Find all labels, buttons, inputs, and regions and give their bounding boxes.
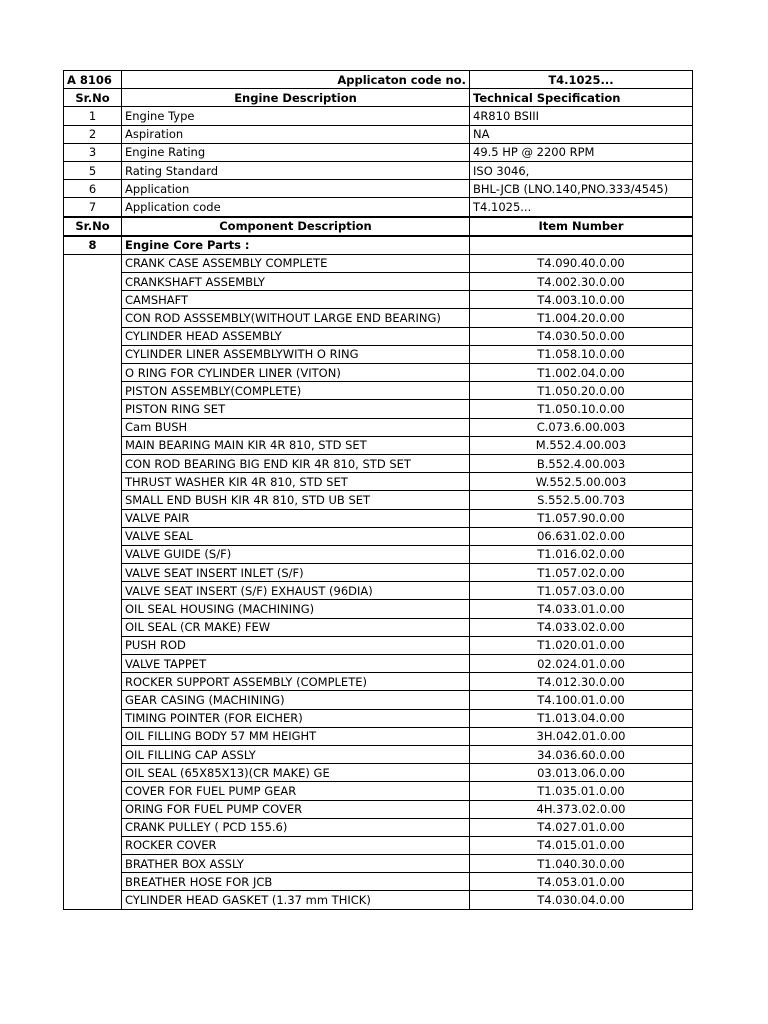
part-srno-empty xyxy=(64,582,122,600)
table-row xyxy=(64,818,693,836)
part-srno-empty xyxy=(64,309,122,327)
part-srno-empty xyxy=(64,600,122,618)
table-row xyxy=(64,291,693,309)
table-row xyxy=(64,855,693,873)
part-srno-empty xyxy=(64,454,122,472)
spec-value: 4R810 BSIII xyxy=(470,107,693,125)
table-row xyxy=(64,491,693,509)
part-srno-empty xyxy=(64,745,122,763)
table-row xyxy=(64,655,693,673)
part-item-number: T4.033.01.0.00 xyxy=(470,600,693,618)
section-row xyxy=(64,236,693,255)
part-srno-empty xyxy=(64,364,122,382)
part-description: ROCKER COVER xyxy=(122,836,470,854)
table-row xyxy=(64,273,693,291)
part-srno-empty xyxy=(64,618,122,636)
part-item-number: T1.057.03.0.00 xyxy=(470,582,693,600)
part-srno-empty xyxy=(64,782,122,800)
spec-value: ISO 3046, xyxy=(470,161,693,179)
part-description: CYLINDER HEAD ASSEMBLY xyxy=(122,327,470,345)
part-item-number: T4.053.01.0.00 xyxy=(470,873,693,891)
part-srno-empty xyxy=(64,673,122,691)
part-srno-empty xyxy=(64,273,122,291)
spec-srno: 6 xyxy=(64,180,122,198)
part-item-number: 03.013.06.0.00 xyxy=(470,764,693,782)
spec-srno: 5 xyxy=(64,161,122,179)
table-row xyxy=(64,327,693,345)
part-description: CRANK CASE ASSEMBLY COMPLETE xyxy=(122,254,470,272)
part-description: MAIN BEARING MAIN KIR 4R 810, STD SET xyxy=(122,436,470,454)
table-row xyxy=(64,382,693,400)
part-item-number: T4.012.30.0.00 xyxy=(470,673,693,691)
part-srno-empty xyxy=(64,491,122,509)
part-item-number: T4.003.10.0.00 xyxy=(470,291,693,309)
application-code-value: T4.1025... xyxy=(470,71,693,89)
part-description: BRATHER BOX ASSLY xyxy=(122,855,470,873)
table-row xyxy=(64,400,693,418)
part-description: PISTON ASSEMBLY(COMPLETE) xyxy=(122,382,470,400)
table-row xyxy=(64,564,693,582)
section-srno: 8 xyxy=(64,236,122,255)
part-srno-empty xyxy=(64,327,122,345)
table-row xyxy=(64,254,693,272)
component-description-header: Component Description xyxy=(122,217,470,236)
part-srno-empty xyxy=(64,764,122,782)
part-description: PISTON RING SET xyxy=(122,400,470,418)
spec-row xyxy=(64,180,693,198)
part-srno-empty xyxy=(64,418,122,436)
part-srno-empty xyxy=(64,545,122,563)
table-row xyxy=(64,418,693,436)
table-row xyxy=(64,691,693,709)
section-title: Engine Core Parts : xyxy=(122,236,470,255)
part-item-number: T1.050.20.0.00 xyxy=(470,382,693,400)
table-row xyxy=(64,600,693,618)
part-description: CAMSHAFT xyxy=(122,291,470,309)
spec-srno: 7 xyxy=(64,198,122,217)
spec-row xyxy=(64,161,693,179)
part-item-number: 3H.042.01.0.00 xyxy=(470,727,693,745)
table-row xyxy=(64,891,693,909)
part-description: VALVE TAPPET xyxy=(122,655,470,673)
spec-row xyxy=(64,198,693,217)
part-srno-empty xyxy=(64,291,122,309)
part-item-number: T1.002.04.0.00 xyxy=(470,364,693,382)
part-item-number: T1.057.02.0.00 xyxy=(470,564,693,582)
spec-description: Aspiration xyxy=(122,125,470,143)
table-row xyxy=(64,473,693,491)
technical-specification-header: Technical Specification xyxy=(470,89,693,107)
part-description: VALVE SEAL xyxy=(122,527,470,545)
spec-srno-header: Sr.No xyxy=(64,89,122,107)
part-srno-empty xyxy=(64,636,122,654)
table-row xyxy=(64,800,693,818)
part-item-number: T1.020.01.0.00 xyxy=(470,636,693,654)
part-description: VALVE SEAT INSERT INLET (S/F) xyxy=(122,564,470,582)
part-description: TIMING POINTER (FOR EICHER) xyxy=(122,709,470,727)
table-row xyxy=(64,545,693,563)
part-item-number: M.552.4.00.003 xyxy=(470,436,693,454)
part-item-number: 4H.373.02.0.00 xyxy=(470,800,693,818)
part-item-number: T1.016.02.0.00 xyxy=(470,545,693,563)
document-code: A 8106 xyxy=(64,71,122,89)
table-row xyxy=(64,673,693,691)
part-item-number: T1.058.10.0.00 xyxy=(470,345,693,363)
part-item-number: W.552.5.00.003 xyxy=(470,473,693,491)
spec-row xyxy=(64,125,693,143)
part-description: BREATHER HOSE FOR JCB xyxy=(122,873,470,891)
part-srno-empty xyxy=(64,655,122,673)
part-srno-empty xyxy=(64,891,122,909)
part-description: ORING FOR FUEL PUMP COVER xyxy=(122,800,470,818)
part-description: OIL FILLING CAP ASSLY xyxy=(122,745,470,763)
part-srno-empty xyxy=(64,709,122,727)
part-item-number: T4.027.01.0.00 xyxy=(470,818,693,836)
part-srno-empty xyxy=(64,527,122,545)
table-row xyxy=(64,709,693,727)
part-description: OIL FILLING BODY 57 MM HEIGHT xyxy=(122,727,470,745)
part-srno-empty xyxy=(64,800,122,818)
table-row xyxy=(64,527,693,545)
section-empty-cell xyxy=(470,236,693,255)
application-code-label: Applicaton code no. xyxy=(122,71,470,89)
part-item-number: T1.035.01.0.00 xyxy=(470,782,693,800)
spec-description: Application code xyxy=(122,198,470,217)
part-item-number: T1.013.04.0.00 xyxy=(470,709,693,727)
part-description: CYLINDER LINER ASSEMBLYWITH O RING xyxy=(122,345,470,363)
spec-description: Rating Standard xyxy=(122,161,470,179)
part-description: COVER FOR FUEL PUMP GEAR xyxy=(122,782,470,800)
table-row xyxy=(64,782,693,800)
part-description: VALVE SEAT INSERT (S/F) EXHAUST (96DIA) xyxy=(122,582,470,600)
part-srno-empty xyxy=(64,400,122,418)
part-item-number: T4.030.04.0.00 xyxy=(470,891,693,909)
spec-srno: 3 xyxy=(64,143,122,161)
table-row xyxy=(64,745,693,763)
table-row xyxy=(64,764,693,782)
spec-srno: 1 xyxy=(64,107,122,125)
part-item-number: T4.030.50.0.00 xyxy=(470,327,693,345)
part-item-number: S.552.5.00.703 xyxy=(470,491,693,509)
part-item-number: T1.057.90.0.00 xyxy=(470,509,693,527)
table-row xyxy=(64,727,693,745)
component-header-row xyxy=(64,217,693,236)
part-description: CYLINDER HEAD GASKET (1.37 mm THICK) xyxy=(122,891,470,909)
table-row xyxy=(64,345,693,363)
part-item-number: T1.050.10.0.00 xyxy=(470,400,693,418)
part-srno-empty xyxy=(64,473,122,491)
spec-row xyxy=(64,143,693,161)
part-item-number: T4.033.02.0.00 xyxy=(470,618,693,636)
part-description: CRANKSHAFT ASSEMBLY xyxy=(122,273,470,291)
part-item-number: B.552.4.00.003 xyxy=(470,454,693,472)
spec-value: BHL-JCB (LNO.140,PNO.333/4545) xyxy=(470,180,693,198)
part-item-number: T1.040.30.0.00 xyxy=(470,855,693,873)
table-row xyxy=(64,309,693,327)
part-description: VALVE PAIR xyxy=(122,509,470,527)
part-srno-empty xyxy=(64,345,122,363)
part-description: GEAR CASING (MACHINING) xyxy=(122,691,470,709)
spec-value: 49.5 HP @ 2200 RPM xyxy=(470,143,693,161)
part-description: OIL SEAL (65X85X13)(CR MAKE) GE xyxy=(122,764,470,782)
part-description: CRANK PULLEY ( PCD 155.6) xyxy=(122,818,470,836)
spec-value: NA xyxy=(470,125,693,143)
spec-description: Engine Type xyxy=(122,107,470,125)
part-description: OIL SEAL HOUSING (MACHINING) xyxy=(122,600,470,618)
part-srno-empty xyxy=(64,727,122,745)
part-item-number: T1.004.20.0.00 xyxy=(470,309,693,327)
part-item-number: T4.090.40.0.00 xyxy=(470,254,693,272)
part-srno-empty xyxy=(64,509,122,527)
spec-description: Application xyxy=(122,180,470,198)
part-item-number: T4.100.01.0.00 xyxy=(470,691,693,709)
part-srno-empty xyxy=(64,254,122,272)
part-item-number: 02.024.01.0.00 xyxy=(470,655,693,673)
spec-value: T4.1025... xyxy=(470,198,693,217)
header-row xyxy=(64,71,693,89)
table-row xyxy=(64,454,693,472)
part-srno-empty xyxy=(64,818,122,836)
part-srno-empty xyxy=(64,436,122,454)
table-row xyxy=(64,836,693,854)
spec-description: Engine Rating xyxy=(122,143,470,161)
table-row xyxy=(64,509,693,527)
part-srno-empty xyxy=(64,382,122,400)
component-srno-header: Sr.No xyxy=(64,217,122,236)
part-srno-empty xyxy=(64,873,122,891)
part-srno-empty xyxy=(64,564,122,582)
part-description: PUSH ROD xyxy=(122,636,470,654)
part-description: SMALL END BUSH KIR 4R 810, STD UB SET xyxy=(122,491,470,509)
engine-description-header: Engine Description xyxy=(122,89,470,107)
table-row xyxy=(64,582,693,600)
item-number-header: Item Number xyxy=(470,217,693,236)
part-description: ROCKER SUPPORT ASSEMBLY (COMPLETE) xyxy=(122,673,470,691)
spec-header-row xyxy=(64,89,693,107)
part-description: CON ROD BEARING BIG END KIR 4R 810, STD SET xyxy=(122,454,470,472)
table-row xyxy=(64,873,693,891)
table-row xyxy=(64,636,693,654)
part-description: CON ROD ASSSEMBLY(WITHOUT LARGE END BEARING) xyxy=(122,309,470,327)
table-row xyxy=(64,436,693,454)
part-description: THRUST WASHER KIR 4R 810, STD SET xyxy=(122,473,470,491)
part-item-number: T4.002.30.0.00 xyxy=(470,273,693,291)
part-description: Cam BUSH xyxy=(122,418,470,436)
spec-sheet-table xyxy=(63,70,693,910)
table-row xyxy=(64,618,693,636)
part-item-number: 34.036.60.0.00 xyxy=(470,745,693,763)
part-description: VALVE GUIDE (S/F) xyxy=(122,545,470,563)
spec-srno: 2 xyxy=(64,125,122,143)
spec-row xyxy=(64,107,693,125)
part-description: O RING FOR CYLINDER LINER (VITON) xyxy=(122,364,470,382)
part-description: OIL SEAL (CR MAKE) FEW xyxy=(122,618,470,636)
part-srno-empty xyxy=(64,691,122,709)
part-item-number: C.073.6.00.003 xyxy=(470,418,693,436)
part-srno-empty xyxy=(64,836,122,854)
part-srno-empty xyxy=(64,855,122,873)
table-row xyxy=(64,364,693,382)
part-item-number: T4.015.01.0.00 xyxy=(470,836,693,854)
part-item-number: 06.631.02.0.00 xyxy=(470,527,693,545)
